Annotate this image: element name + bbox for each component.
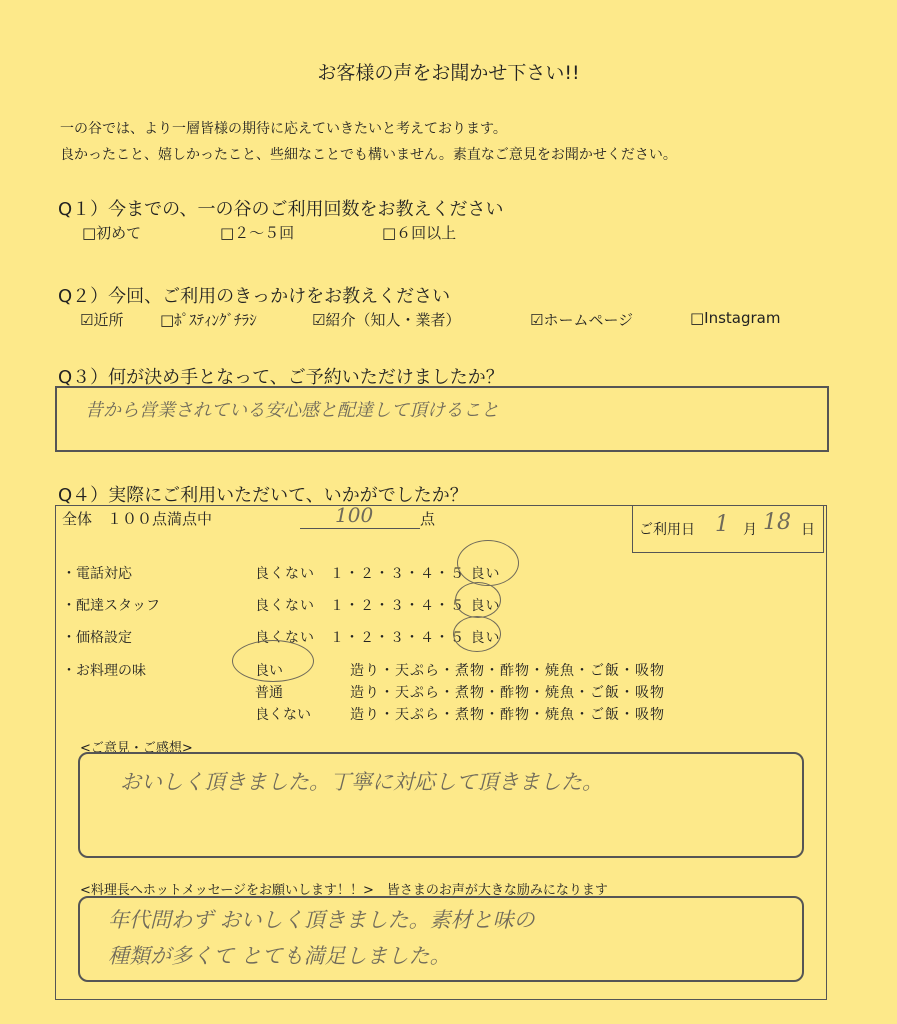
date-box <box>632 505 824 553</box>
rating-price-label: ・価格設定 <box>62 630 132 646</box>
q3-question: Q３）何が決め手となって、ご予約いただけましたか？ <box>58 367 504 388</box>
taste-items-normal[interactable]: 造り・天ぷら・煮物・酢物・焼魚・ご飯・吸物 <box>350 685 665 701</box>
page-title: お客様の声をお聞かせ下さい!! <box>317 62 580 84</box>
q1-option-2-5[interactable]: □２～５回 <box>220 224 295 242</box>
rating-delivery-scale[interactable]: 良くない １・２・３・４・５ 良い <box>255 598 501 614</box>
chef-handwritten-line-2: 種類が多くて とても満足しました。 <box>108 944 451 968</box>
rating-delivery-label: ・配達スタッフ <box>62 598 160 614</box>
rating-phone-circle <box>457 540 519 586</box>
taste-items-bad[interactable]: 造り・天ぷら・煮物・酢物・焼魚・ご飯・吸物 <box>350 707 665 723</box>
rating-delivery-circle <box>455 582 501 618</box>
q1-option-6plus[interactable]: □６回以上 <box>382 224 457 242</box>
opinion-handwritten-answer: おいしく頂きました。丁寧に対応して頂きました。 <box>120 770 603 794</box>
rating-price-circle <box>453 616 501 652</box>
rating-phone-scale[interactable]: 良くない １・２・３・４・５ 良い <box>255 566 501 582</box>
score-underline <box>300 528 420 529</box>
month-unit: 月 <box>743 522 757 538</box>
q1-option-first[interactable]: □初めて <box>82 224 142 242</box>
opinion-box[interactable] <box>78 752 804 858</box>
rating-price-scale[interactable]: 良くない １・２・３・４・５ 良い <box>255 630 501 646</box>
taste-items-good[interactable]: 造り・天ぷら・煮物・酢物・焼魚・ご飯・吸物 <box>350 663 665 679</box>
taste-good-circle <box>232 640 314 682</box>
chef-handwritten-line-1: 年代問わず おいしく頂きました。素材と味の <box>108 908 535 932</box>
q2-option-homepage[interactable]: ☑ホームページ <box>530 311 634 329</box>
q3-answer-box[interactable] <box>55 386 829 452</box>
chef-message-label: <料理長へホットメッセージをお願いします！！> 皆さまのお声が大きな励みになります <box>80 883 608 898</box>
overall-unit: 点 <box>420 510 436 528</box>
day-unit: 日 <box>801 522 815 538</box>
date-label: ご利用日 <box>639 522 695 538</box>
taste-grade-good[interactable]: 良い <box>255 663 283 679</box>
taste-grade-bad[interactable]: 良くない <box>255 707 311 723</box>
date-day[interactable]: 18 <box>763 510 791 535</box>
intro-line-1: 一の谷では、より一層皆様の期待に応えていきたいと考えております。 <box>60 121 507 137</box>
chef-message-box[interactable] <box>78 896 804 982</box>
overall-label: 全体 １００点満点中 <box>62 510 213 528</box>
q1-question: Q１）今までの、一の谷のご利用回数をお教えください <box>58 199 504 220</box>
overall-score[interactable]: 100 <box>335 503 374 527</box>
taste-label: ・お料理の味 <box>62 663 146 679</box>
q2-option-instagram[interactable]: □Instagram <box>690 309 781 327</box>
intro-line-2: 良かったこと、嬉しかったこと、些細なことでも構いません。素直なご意見をお聞かせください。 <box>60 147 677 163</box>
q2-option-flyer[interactable]: □ﾎﾟｽﾃｨﾝｸﾞﾁﾗｼ <box>160 311 257 329</box>
q4-question: Q４）実際にご利用いただいて、いかがでしたか？ <box>58 485 468 506</box>
taste-grade-normal[interactable]: 普通 <box>255 685 283 701</box>
rating-phone-label: ・電話対応 <box>62 566 132 582</box>
q2-option-referral[interactable]: ☑紹介（知人・業者） <box>312 311 461 329</box>
q2-option-neighborhood[interactable]: ☑近所 <box>80 311 124 329</box>
q3-handwritten-answer: 昔から営業されている安心感と配達して頂けること <box>85 400 499 421</box>
q2-question: Q２）今回、ご利用のきっかけをお教えください <box>58 286 451 307</box>
date-month[interactable]: 1 <box>715 512 729 537</box>
opinion-label: <ご意見・ご感想> <box>80 741 193 756</box>
